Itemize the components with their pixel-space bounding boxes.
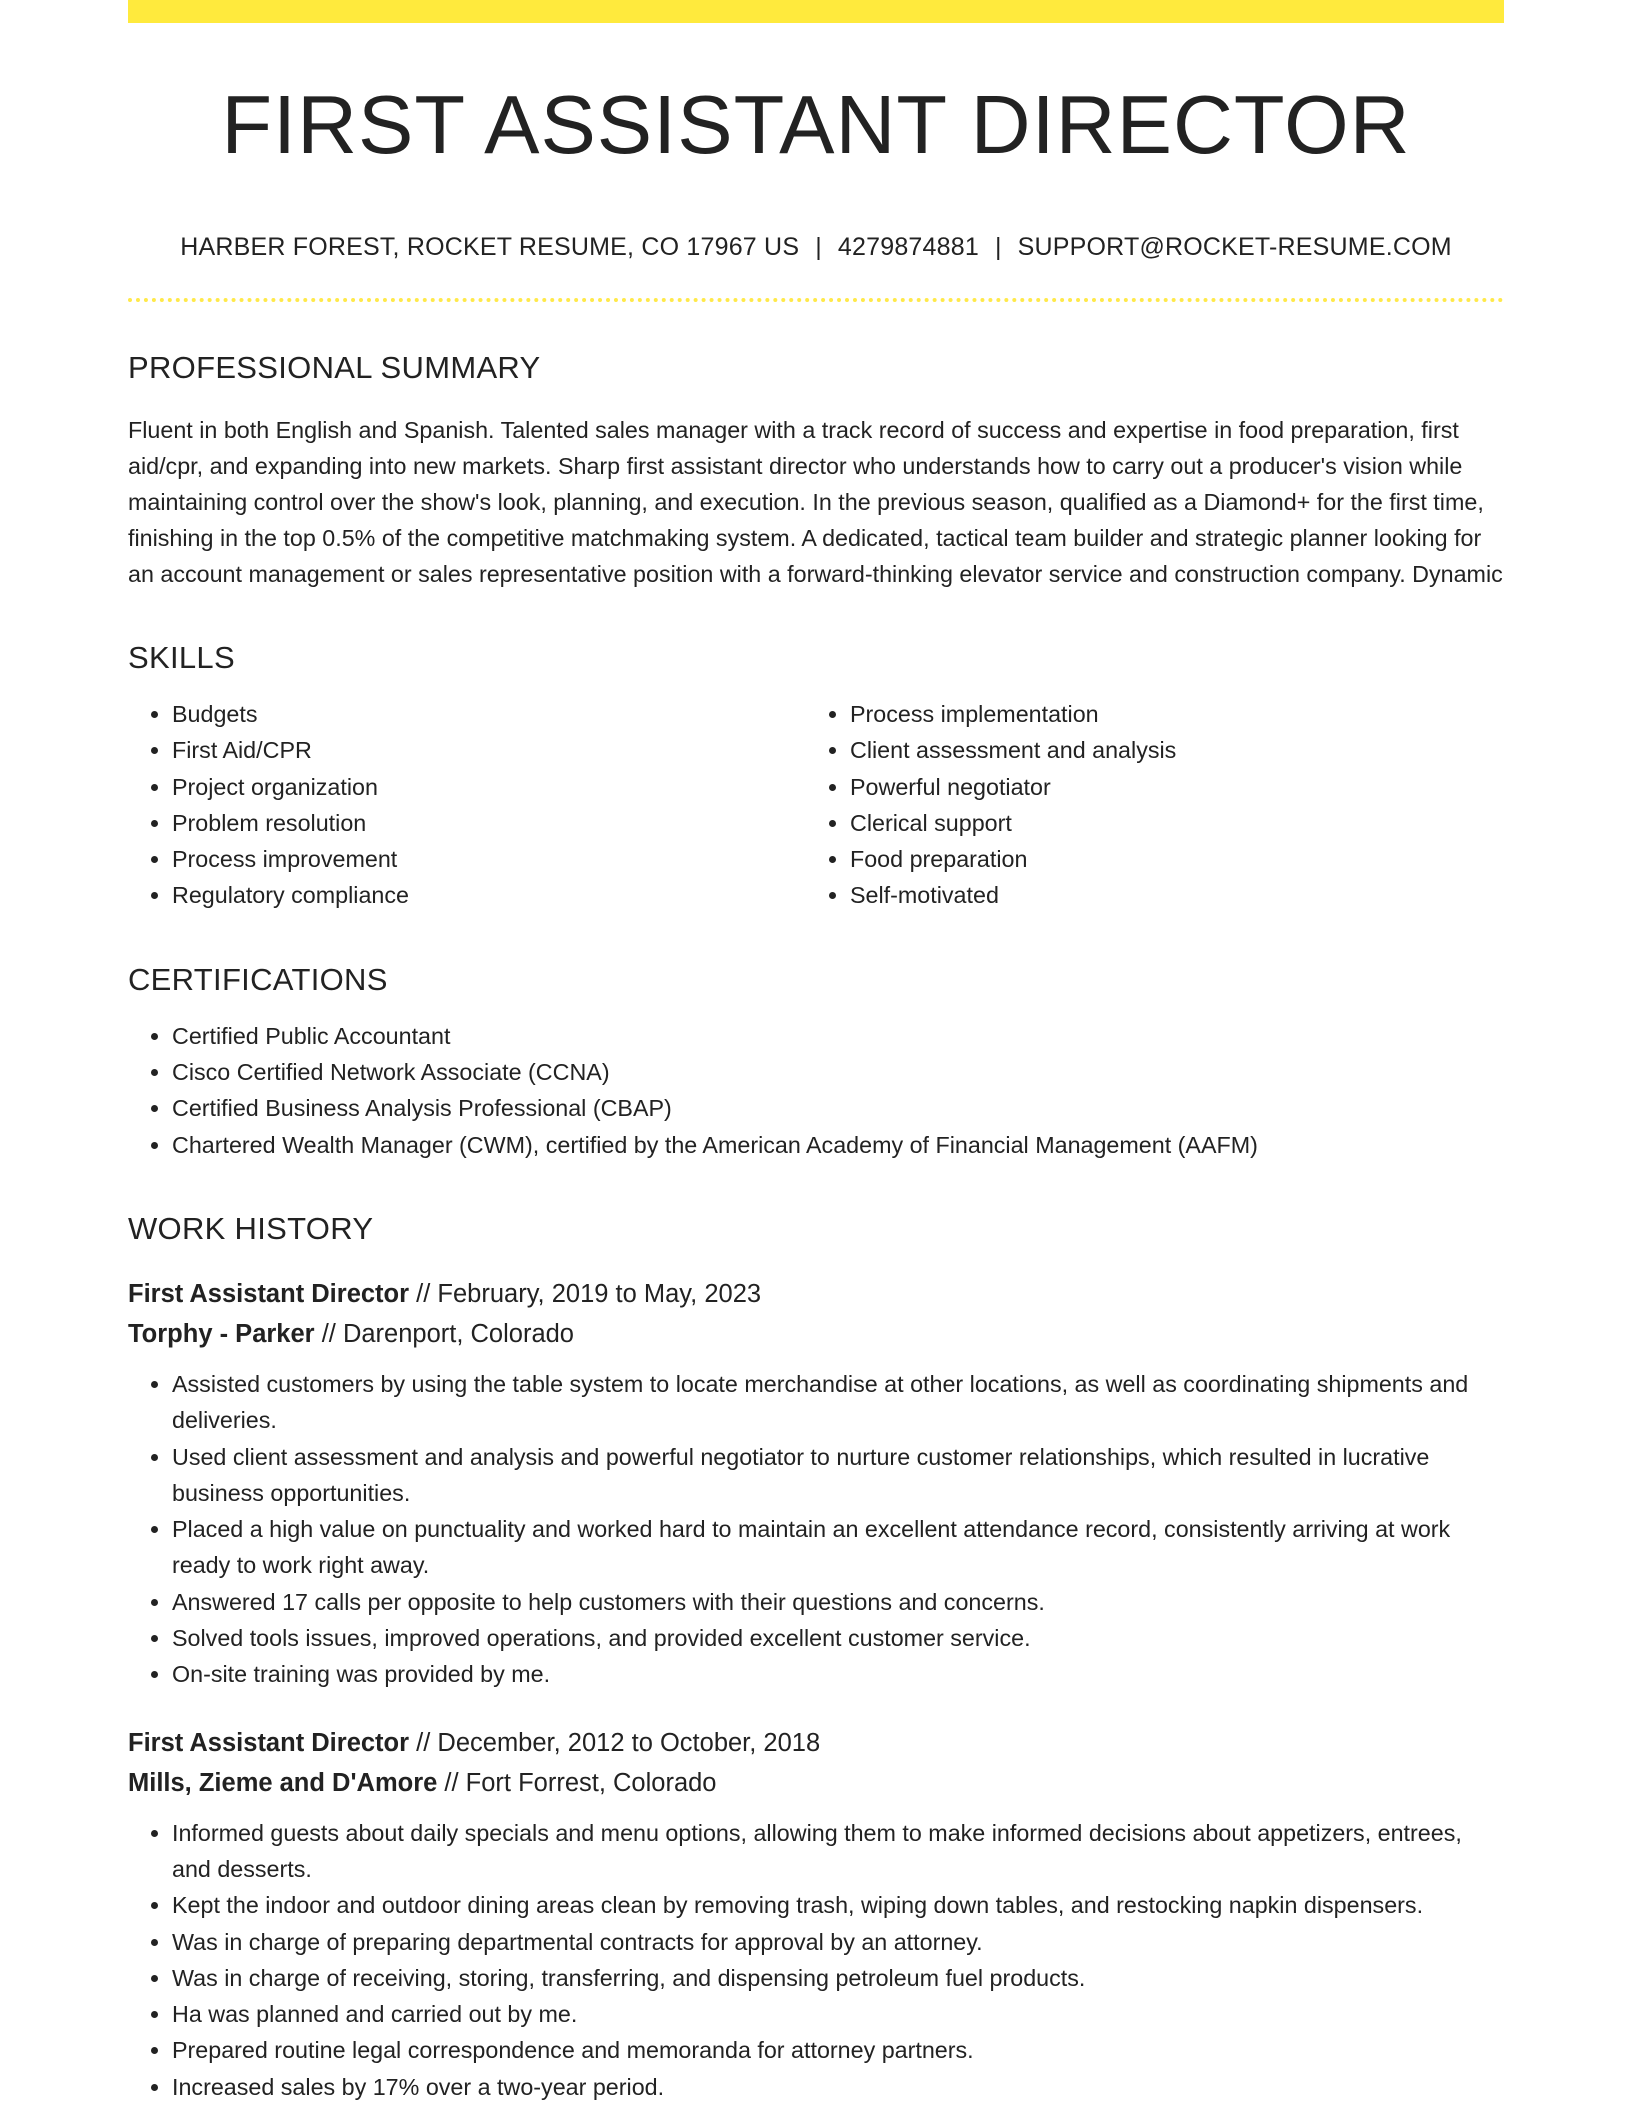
contact-separator: | bbox=[994, 233, 1002, 261]
job-bullet: • Used client assessment and analysis and powerful negotiator to nurture customer relationships, which resulted in lucrative business opportunities. bbox=[172, 1439, 1504, 1512]
summary-text: Fluent in both English and Spanish. Talented sales manager with a track record of success and expertise in food preparation, first aid/cpr, and expanding into new markets. Sharp first assistant director who understands how to carry out a producer's vision while maintaining control over the show's look, planning, and execution. In the previous season, qualified as a Diamond+ for the first time, finishing in the top 0.5% of the competitive matchmaking system. A dedicated, tactical team builder and strategic planner looking for an account management or sales representative position with a forward-thinking elevator service and construction company. Dynamic bbox=[128, 417, 1503, 587]
skill-item: • Project organization bbox=[172, 769, 806, 805]
work-history-heading: WORK HISTORY bbox=[128, 1210, 374, 1246]
contact-separator: | bbox=[815, 233, 822, 261]
job-entry bbox=[128, 1274, 1504, 1693]
job-company: Torphy - Parker bbox=[128, 1319, 315, 1348]
job-bullets bbox=[128, 1815, 1504, 2105]
skill-item: • Food preparation bbox=[850, 841, 1484, 877]
job-entry bbox=[128, 1723, 1504, 2105]
top-accent-bar bbox=[128, 0, 1504, 23]
job-company: Mills, Zieme and D'Amore bbox=[128, 1768, 438, 1797]
skills-columns bbox=[128, 696, 1504, 914]
job-bullet: • Increased sales by 17% over a two-year period. bbox=[172, 2069, 1504, 2105]
skills-left-list bbox=[128, 696, 806, 914]
job-company-line bbox=[128, 1763, 1504, 1803]
contact-phone: 4279874881 bbox=[837, 233, 979, 261]
skill-item: • Problem resolution bbox=[172, 805, 806, 841]
skills-right-list bbox=[806, 696, 1484, 914]
summary-heading: PROFESSIONAL SUMMARY bbox=[128, 350, 541, 385]
skill-item: • Budgets bbox=[172, 696, 806, 732]
certifications-list bbox=[128, 1018, 1504, 1163]
skill-item: • Process improvement bbox=[172, 841, 806, 877]
job-bullets bbox=[128, 1366, 1504, 1693]
job-role-line bbox=[128, 1723, 1504, 1763]
skill-item: • Client assessment and analysis bbox=[850, 732, 1484, 768]
certifications-heading: CERTIFICATIONS bbox=[128, 961, 388, 997]
skill-item: • Self-motivated bbox=[850, 877, 1484, 913]
certification-item: • Chartered Wealth Manager (CWM), certified by the American Academy of Financial Management (AAFM) bbox=[172, 1127, 1504, 1163]
certification-item: • Certified Public Accountant bbox=[172, 1018, 1504, 1054]
job-bullet: • Was in charge of preparing departmental contracts for approval by an attorney. bbox=[172, 1924, 1504, 1960]
contact-email: SUPPORT@ROCKET-RESUME.COM bbox=[1017, 233, 1452, 261]
job-dates: // February, 2019 to May, 2023 bbox=[416, 1279, 762, 1308]
contact-address: HARBER FOREST, ROCKET RESUME, CO 17967 US bbox=[180, 233, 800, 261]
candidate-title: FIRST ASSISTANT DIRECTOR bbox=[221, 78, 1411, 171]
job-bullet: • Answered 17 calls per opposite to help customers with their questions and concerns. bbox=[172, 1584, 1504, 1620]
job-bullet: • Was in charge of receiving, storing, transferring, and dispensing petroleum fuel products. bbox=[172, 1960, 1504, 1996]
job-bullet: • Assisted customers by using the table system to locate merchandise at other locations, as well as coordinating shipments and deliveries. bbox=[172, 1366, 1504, 1439]
job-bullet: • On-site training was provided by me. bbox=[172, 1656, 1504, 1692]
contact-line bbox=[128, 235, 1504, 260]
job-role: First Assistant Director bbox=[128, 1728, 410, 1757]
skill-item: • First Aid/CPR bbox=[172, 732, 806, 768]
job-bullet: • Solved tools issues, improved operations, and provided excellent customer service. bbox=[172, 1620, 1504, 1656]
job-bullet: • Ha was planned and carried out by me. bbox=[172, 1996, 1504, 2032]
job-bullet: • Prepared routine legal correspondence and memoranda for attorney partners. bbox=[172, 2032, 1504, 2068]
job-company-line bbox=[128, 1314, 1504, 1354]
certification-item: • Certified Business Analysis Professional (CBAP) bbox=[172, 1090, 1504, 1126]
resume-page bbox=[128, 0, 1504, 2105]
skills-heading: SKILLS bbox=[128, 640, 235, 675]
job-bullet: • Informed guests about daily specials and menu options, allowing them to make informed decisions about appetizers, entrees, and desserts. bbox=[172, 1815, 1504, 1888]
certification-item: • Cisco Certified Network Associate (CCNA) bbox=[172, 1054, 1504, 1090]
skill-item: • Clerical support bbox=[850, 805, 1484, 841]
job-location: // Darenport, Colorado bbox=[321, 1319, 574, 1348]
job-location: // Fort Forrest, Colorado bbox=[444, 1768, 717, 1797]
job-bullet: • Placed a high value on punctuality and worked hard to maintain an excellent attendance record, consistently arriving at work ready to work right away. bbox=[172, 1511, 1504, 1584]
job-dates: // December, 2012 to October, 2018 bbox=[416, 1728, 821, 1757]
job-role-line bbox=[128, 1274, 1504, 1314]
job-role: First Assistant Director bbox=[128, 1279, 410, 1308]
job-bullet: • Kept the indoor and outdoor dining areas clean by removing trash, wiping down tables, and restocking napkin dispensers. bbox=[172, 1887, 1504, 1923]
skill-item: • Regulatory compliance bbox=[172, 877, 806, 913]
skill-item: • Process implementation bbox=[850, 696, 1484, 732]
dotted-divider bbox=[128, 298, 1504, 302]
skill-item: • Powerful negotiator bbox=[850, 769, 1484, 805]
